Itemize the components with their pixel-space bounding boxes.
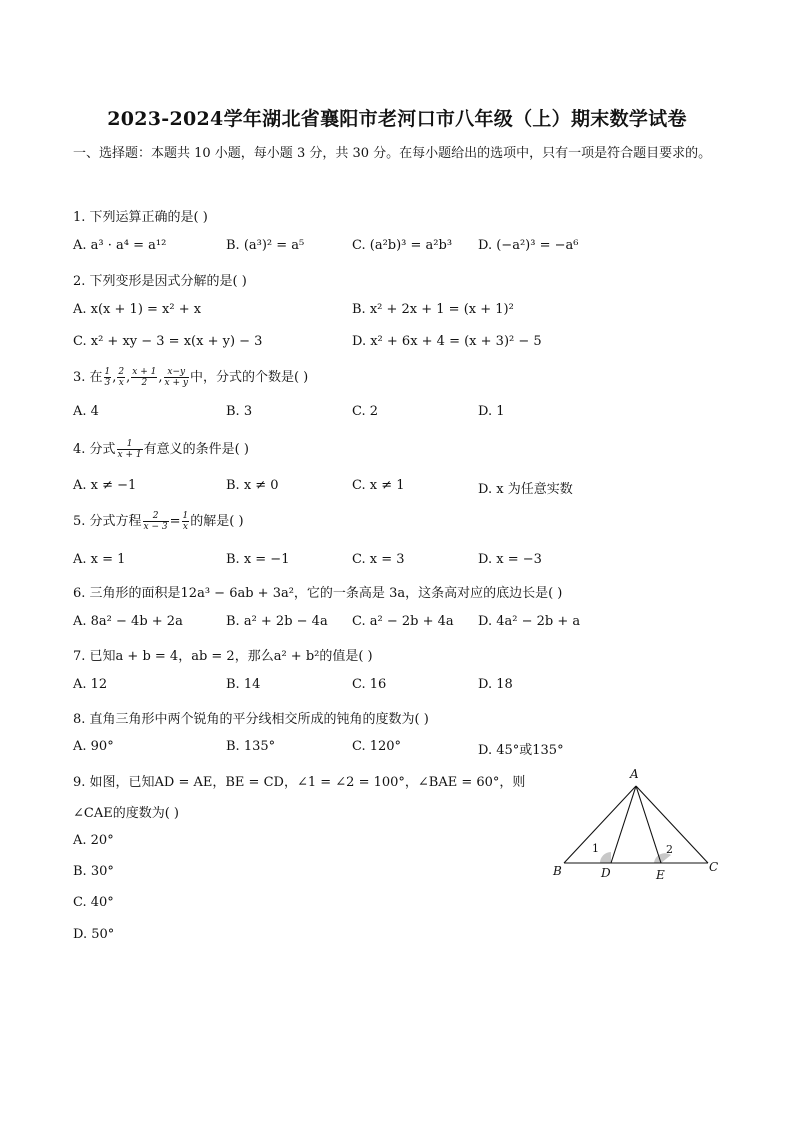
- q4-frac-num: 1: [117, 439, 143, 450]
- q3-fraction-3: [131, 367, 157, 388]
- q4-stem: [73, 438, 249, 460]
- q9-option-b[interactable]: B. 30°: [73, 864, 114, 879]
- q3-stem-prefix: 3. 在: [73, 370, 103, 385]
- q3-fraction-4: [164, 367, 189, 388]
- q3-frac4-num: x−y: [164, 367, 189, 378]
- q9-stem-line1: 9. 如图，已知AD = AE，BE = CD，∠1 = ∠2 = 100°，∠BAE = 60°，则: [73, 775, 526, 790]
- q5-stem: [73, 510, 244, 532]
- q9-option-c[interactable]: C. 40°: [73, 895, 114, 910]
- q9-option-d[interactable]: D. 50°: [73, 927, 115, 942]
- q2-option-b[interactable]: B. x² + 2x + 1 = (x + 1)²: [352, 302, 514, 317]
- angle1-shading: [600, 852, 611, 863]
- q2-option-d[interactable]: D. x² + 6x + 4 = (x + 3)² − 5: [352, 334, 542, 349]
- q7-option-b[interactable]: B. 14: [226, 677, 261, 692]
- vertex-a-label: A: [630, 767, 639, 781]
- q5-option-d[interactable]: D. x = −3: [478, 552, 542, 567]
- q5-frac1-num: 2: [143, 511, 169, 522]
- q6-option-a[interactable]: A. 8a² − 4b + 2a: [73, 614, 183, 629]
- segment-ab: [564, 786, 636, 863]
- q5-stem-prefix: 5. 分式方程: [73, 514, 142, 529]
- q3-stem-suffix: 中，分式的个数是( ): [189, 370, 309, 385]
- exam-title: 2023-2024学年湖北省襄阳市老河口市八年级（上）期末数学试卷: [107, 108, 687, 130]
- q5-fraction-2: [182, 511, 190, 532]
- q3-frac4-den: x + y: [164, 378, 188, 388]
- vertex-e-label: E: [656, 868, 665, 882]
- triangle-figure: [548, 764, 728, 886]
- q4-option-a[interactable]: A. x ≠ −1: [73, 478, 137, 493]
- q1-option-d[interactable]: D. (−a²)³ = −a⁶: [478, 238, 579, 253]
- q7-option-d[interactable]: D. 18: [478, 677, 513, 692]
- q2-stem: 2. 下列变形是因式分解的是( ): [73, 274, 247, 289]
- q8-option-c[interactable]: C. 120°: [352, 739, 402, 754]
- q5-fraction-1: [143, 511, 169, 532]
- q3-frac2-num: 2: [118, 367, 125, 377]
- q3-option-a[interactable]: A. 4: [73, 404, 99, 419]
- q8-option-d[interactable]: D. 45°或135°: [478, 743, 564, 758]
- q5-equals: =: [169, 514, 181, 529]
- section-heading: 一、选择题：本题共 10 小题，每小题 3 分，共 30 分。在每小题给出的选项中，只有一项是符合题目要求的。: [73, 146, 712, 161]
- q5-option-b[interactable]: B. x = −1: [226, 552, 290, 567]
- q1-option-b[interactable]: B. (a³)² = a⁵: [226, 238, 305, 253]
- q6-option-c[interactable]: C. a² − 2b + 4a: [352, 614, 454, 629]
- q5-frac2-num: 1: [182, 511, 189, 521]
- q6-stem: 6. 三角形的面积是12a³ − 6ab + 3a²，它的一条高是 3a，这条高对应的底边长是( ): [73, 586, 563, 601]
- q3-fraction-1: [104, 367, 112, 388]
- q5-frac2-den: x: [182, 522, 188, 532]
- q3-frac3-den: 2: [141, 378, 148, 388]
- segment-ad: [611, 786, 636, 863]
- q2-option-c[interactable]: C. x² + xy − 3 = x(x + y) − 3: [73, 334, 263, 349]
- q8-option-a[interactable]: A. 90°: [73, 739, 114, 754]
- q7-stem: 7. 已知a + b = 4，ab = 2，那么a² + b²的值是( ): [73, 649, 373, 664]
- angle1-label: 1: [592, 842, 599, 855]
- q7-option-c[interactable]: C. 16: [352, 677, 387, 692]
- vertex-c-label: C: [709, 860, 719, 874]
- q3-stem: 3. 在 $\frac{1}{3}$ , $\frac{2}{x}$ , $\frac{x + 1}{2}$ , $\frac{x-y}{x + y}$ 中，分式的个数是( ): [73, 367, 309, 388]
- q5-frac1-den: x − 3: [143, 522, 168, 532]
- angle2-label: 2: [666, 843, 673, 856]
- q4-fraction: [117, 439, 143, 460]
- q3-frac1-num: 1: [104, 367, 111, 377]
- q4-option-d[interactable]: D. x 为任意实数: [478, 482, 573, 497]
- q2-option-a[interactable]: A. x(x + 1) = x² + x: [73, 302, 202, 317]
- q1-stem: 1. 下列运算正确的是( ): [73, 210, 208, 225]
- q9-option-a[interactable]: A. 20°: [73, 833, 114, 848]
- q3-option-c[interactable]: C. 2: [352, 404, 379, 419]
- segment-ae: [636, 786, 661, 863]
- q1-option-a[interactable]: A. a³ · a⁴ = a¹²: [73, 238, 167, 253]
- q4-option-c[interactable]: C. x ≠ 1: [352, 478, 405, 493]
- q5-stem-suffix: 的解是( ): [190, 514, 244, 529]
- q4-stem-suffix: 有意义的条件是( ): [143, 442, 249, 457]
- q3-option-d[interactable]: D. 1: [478, 404, 505, 419]
- q3-frac1-den: 3: [104, 378, 111, 388]
- q3-fraction-2: [117, 367, 125, 388]
- q9-stem-line2: ∠CAE的度数为( ): [73, 806, 179, 821]
- q6-option-b[interactable]: B. a² + 2b − 4a: [226, 614, 328, 629]
- q8-stem: 8. 直角三角形中两个锐角的平分线相交所成的钝角的度数为( ): [73, 712, 429, 727]
- q3-frac2-den: x: [118, 378, 124, 388]
- q4-stem-prefix: 4. 分式: [73, 442, 116, 457]
- q8-option-b[interactable]: B. 135°: [226, 739, 276, 754]
- vertex-b-label: B: [553, 864, 562, 878]
- q5-option-a[interactable]: A. x = 1: [73, 552, 126, 567]
- q3-option-b[interactable]: B. 3: [226, 404, 253, 419]
- q1-option-c[interactable]: C. (a²b)³ = a²b³: [352, 238, 453, 253]
- vertex-d-label: D: [601, 866, 611, 880]
- q3-frac3-num: x + 1: [132, 367, 157, 377]
- q4-frac-den: x + 1: [117, 450, 142, 460]
- q4-option-b[interactable]: B. x ≠ 0: [226, 478, 279, 493]
- q6-option-d[interactable]: D. 4a² − 2b + a: [478, 614, 581, 629]
- q5-option-c[interactable]: C. x = 3: [352, 552, 405, 567]
- q7-option-a[interactable]: A. 12: [73, 677, 108, 692]
